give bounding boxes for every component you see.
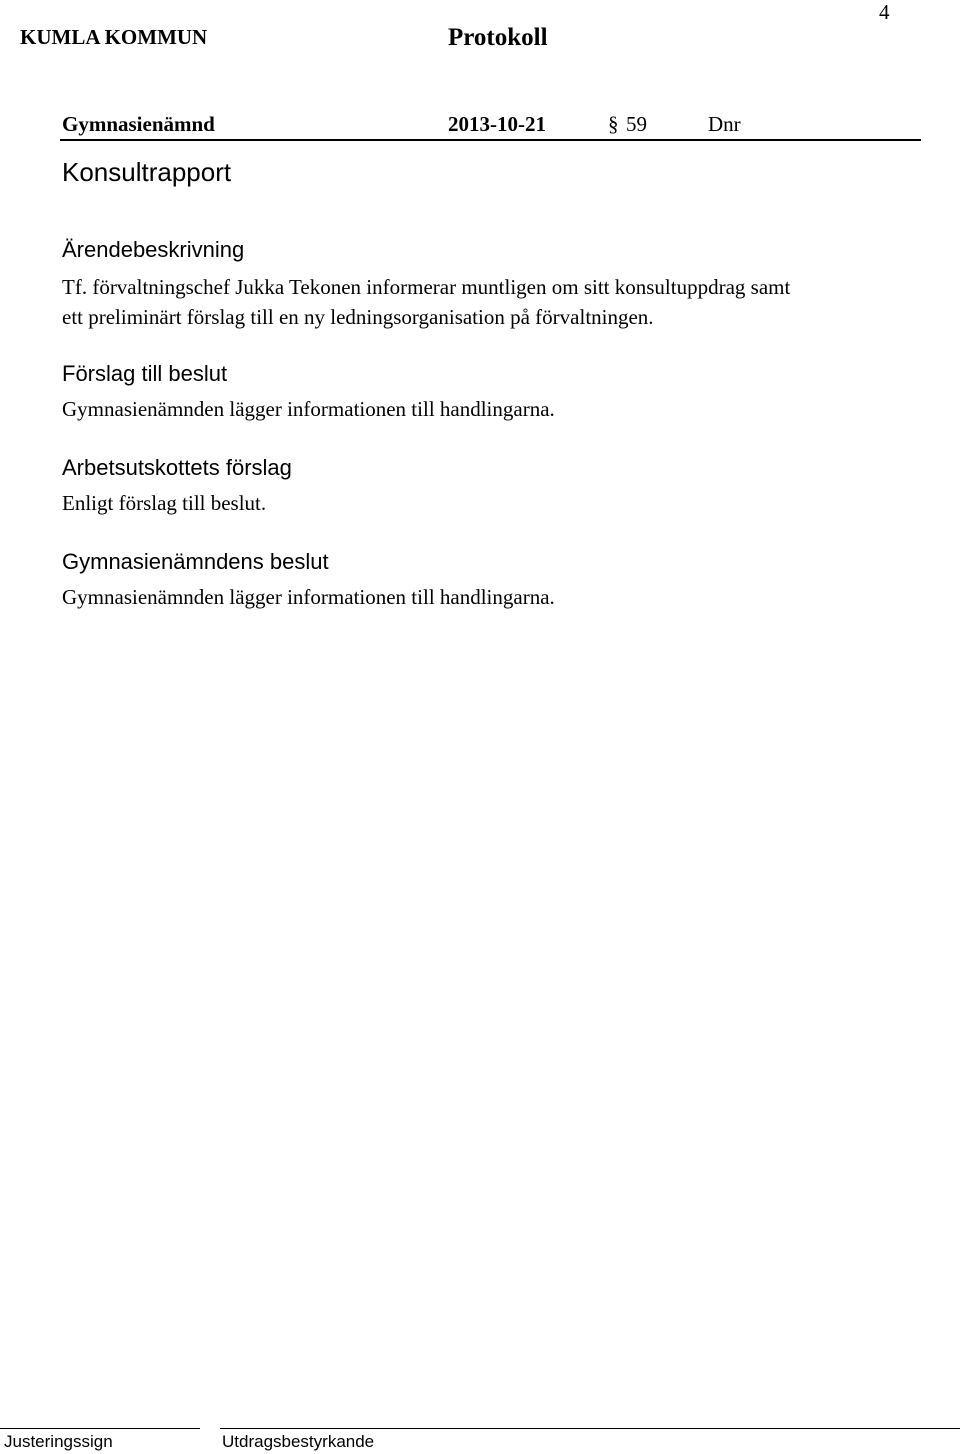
section-heading: Gymnasienämndens beslut xyxy=(62,549,329,574)
meeting-date: 2013-10-21 xyxy=(448,112,546,136)
section-text: Enligt förslag till beslut. xyxy=(62,491,267,515)
document-type: Protokoll xyxy=(448,24,548,51)
paragraph-sign: § xyxy=(608,112,619,136)
section-heading: Arbetsutskottets förslag xyxy=(62,455,292,480)
committee-name: Gymnasienämnd xyxy=(62,112,215,136)
municipality-name: KUMLA KOMMUN xyxy=(20,25,208,49)
signature-line xyxy=(220,1428,960,1429)
paragraph-number: 59 xyxy=(626,112,647,136)
description-line: Tf. förvaltningschef Jukka Tekonen informerar muntligen om sitt konsultuppdrag samt xyxy=(62,275,791,299)
footer-justering-label: Justeringssign xyxy=(4,1432,113,1451)
page-number: 4 xyxy=(879,0,890,24)
section-heading: Ärendebeskrivning xyxy=(62,237,245,262)
case-title: Konsultrapport xyxy=(62,157,232,187)
meta-underline xyxy=(60,139,921,141)
dnr-label: Dnr xyxy=(708,112,741,136)
section-heading: Förslag till beslut xyxy=(62,361,228,386)
section-text: Gymnasienämnden lägger informationen till handlingarna. xyxy=(62,585,555,609)
footer-utdrag-label: Utdragsbestyrkande xyxy=(222,1432,375,1451)
description-line: ett preliminärt förslag till en ny ledningsorganisation på förvaltningen. xyxy=(62,305,654,329)
signature-line xyxy=(0,1428,200,1429)
section-text: Gymnasienämnden lägger informationen till handlingarna. xyxy=(62,397,555,421)
